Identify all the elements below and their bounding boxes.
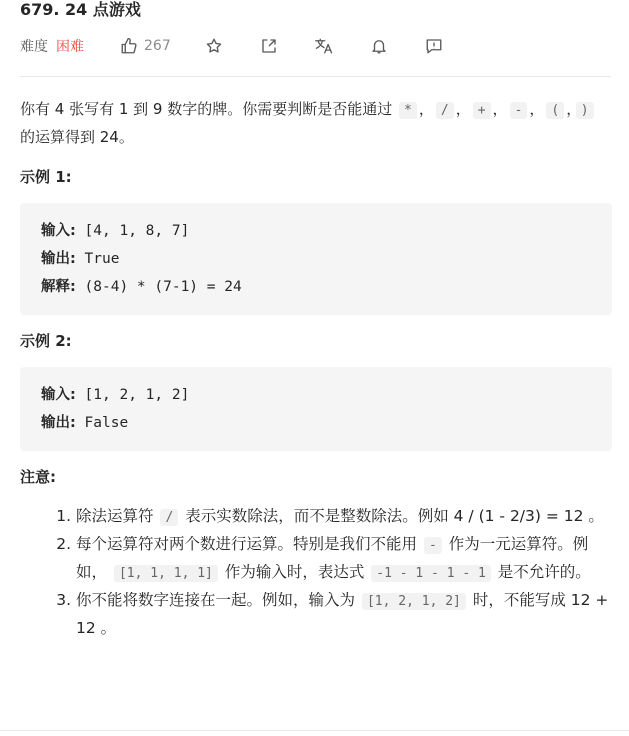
bottom-divider (0, 730, 629, 731)
note-text: 你不能将数字连接在一起。例如，输入为 (76, 591, 356, 609)
like-button[interactable] (120, 37, 171, 55)
note-item (76, 503, 612, 531)
operator-add: + (473, 102, 491, 119)
operator-left-paren: ( (546, 102, 564, 119)
share-button[interactable] (257, 34, 281, 58)
comma: ， (492, 100, 508, 118)
note-item (76, 587, 612, 642)
example-2-output: False (84, 415, 129, 431)
difficulty-label: 难度 (20, 39, 48, 55)
star-icon (205, 37, 223, 55)
note-text: 表示实数除法，而不是整数除法。例如 4 / (1 - 2/3) = 12 。 (185, 507, 604, 525)
example-1-title: 示例 1: (20, 168, 72, 186)
problem-description (20, 96, 612, 642)
example-2-title: 示例 2: (20, 332, 72, 350)
problem-meta-bar (20, 34, 446, 58)
problem-title: 679. 24 点游戏 (20, 0, 141, 19)
header-divider (20, 76, 611, 77)
example-1-block (20, 203, 612, 315)
description-paragraph (20, 96, 612, 151)
notes-list (20, 503, 612, 642)
translate-button[interactable] (312, 34, 336, 58)
note-text: 是不允许的。 (497, 563, 591, 581)
comma: ， (529, 100, 545, 118)
feedback-button[interactable] (422, 34, 446, 58)
comma: ， (418, 100, 434, 118)
input-label: 输入: (41, 223, 76, 239)
operator-right-paren: ) (576, 102, 594, 119)
note-text: 作为输入时，表达式 (224, 563, 365, 581)
operator-multiply: * (399, 102, 417, 119)
difficulty-badge: 困难 (56, 39, 84, 55)
note-code: / (160, 509, 178, 526)
example-1-explain: (8-4) * (7-1) = 24 (84, 279, 242, 295)
notify-button[interactable] (367, 34, 391, 58)
example-1-output: True (84, 251, 120, 267)
output-label: 输出: (41, 251, 76, 267)
note-text: 作为一元运算符。例如， (76, 535, 589, 581)
like-count: 267 (144, 38, 171, 54)
bell-icon (370, 37, 388, 55)
comma: ， (566, 100, 574, 118)
example-1-input: [4, 1, 8, 7] (84, 223, 190, 239)
operator-divide: / (436, 102, 454, 119)
example-2-block (20, 367, 612, 451)
share-icon (260, 37, 278, 55)
note-text: 除法运算符 (76, 507, 154, 525)
feedback-icon (425, 37, 443, 55)
note-text: 时，不能写成 12 + 12 。 (76, 591, 609, 637)
description-text: 你有 4 张写有 1 到 9 数字的牌。你需要判断是否能通过 (20, 100, 393, 118)
thumbs-up-icon (120, 37, 138, 55)
comma: ， (455, 100, 471, 118)
note-code: -1 - 1 - 1 - 1 (371, 565, 491, 582)
note-code: [1, 2, 1, 2] (362, 593, 466, 610)
description-text-end: 的运算得到 24。 (20, 128, 134, 146)
note-item (76, 531, 612, 587)
favorite-button[interactable] (202, 34, 226, 58)
note-text: 每个运算符对两个数进行运算。特别是我们不能用 (76, 535, 418, 553)
explain-label: 解释: (41, 279, 76, 295)
input-label: 输入: (41, 387, 76, 403)
example-2-input: [1, 2, 1, 2] (84, 387, 190, 403)
operator-subtract: - (510, 102, 528, 119)
note-code: [1, 1, 1, 1] (114, 565, 218, 582)
note-code: - (424, 537, 442, 554)
output-label: 输出: (41, 415, 76, 431)
translate-icon (314, 37, 334, 55)
notes-title: 注意: (20, 468, 56, 486)
